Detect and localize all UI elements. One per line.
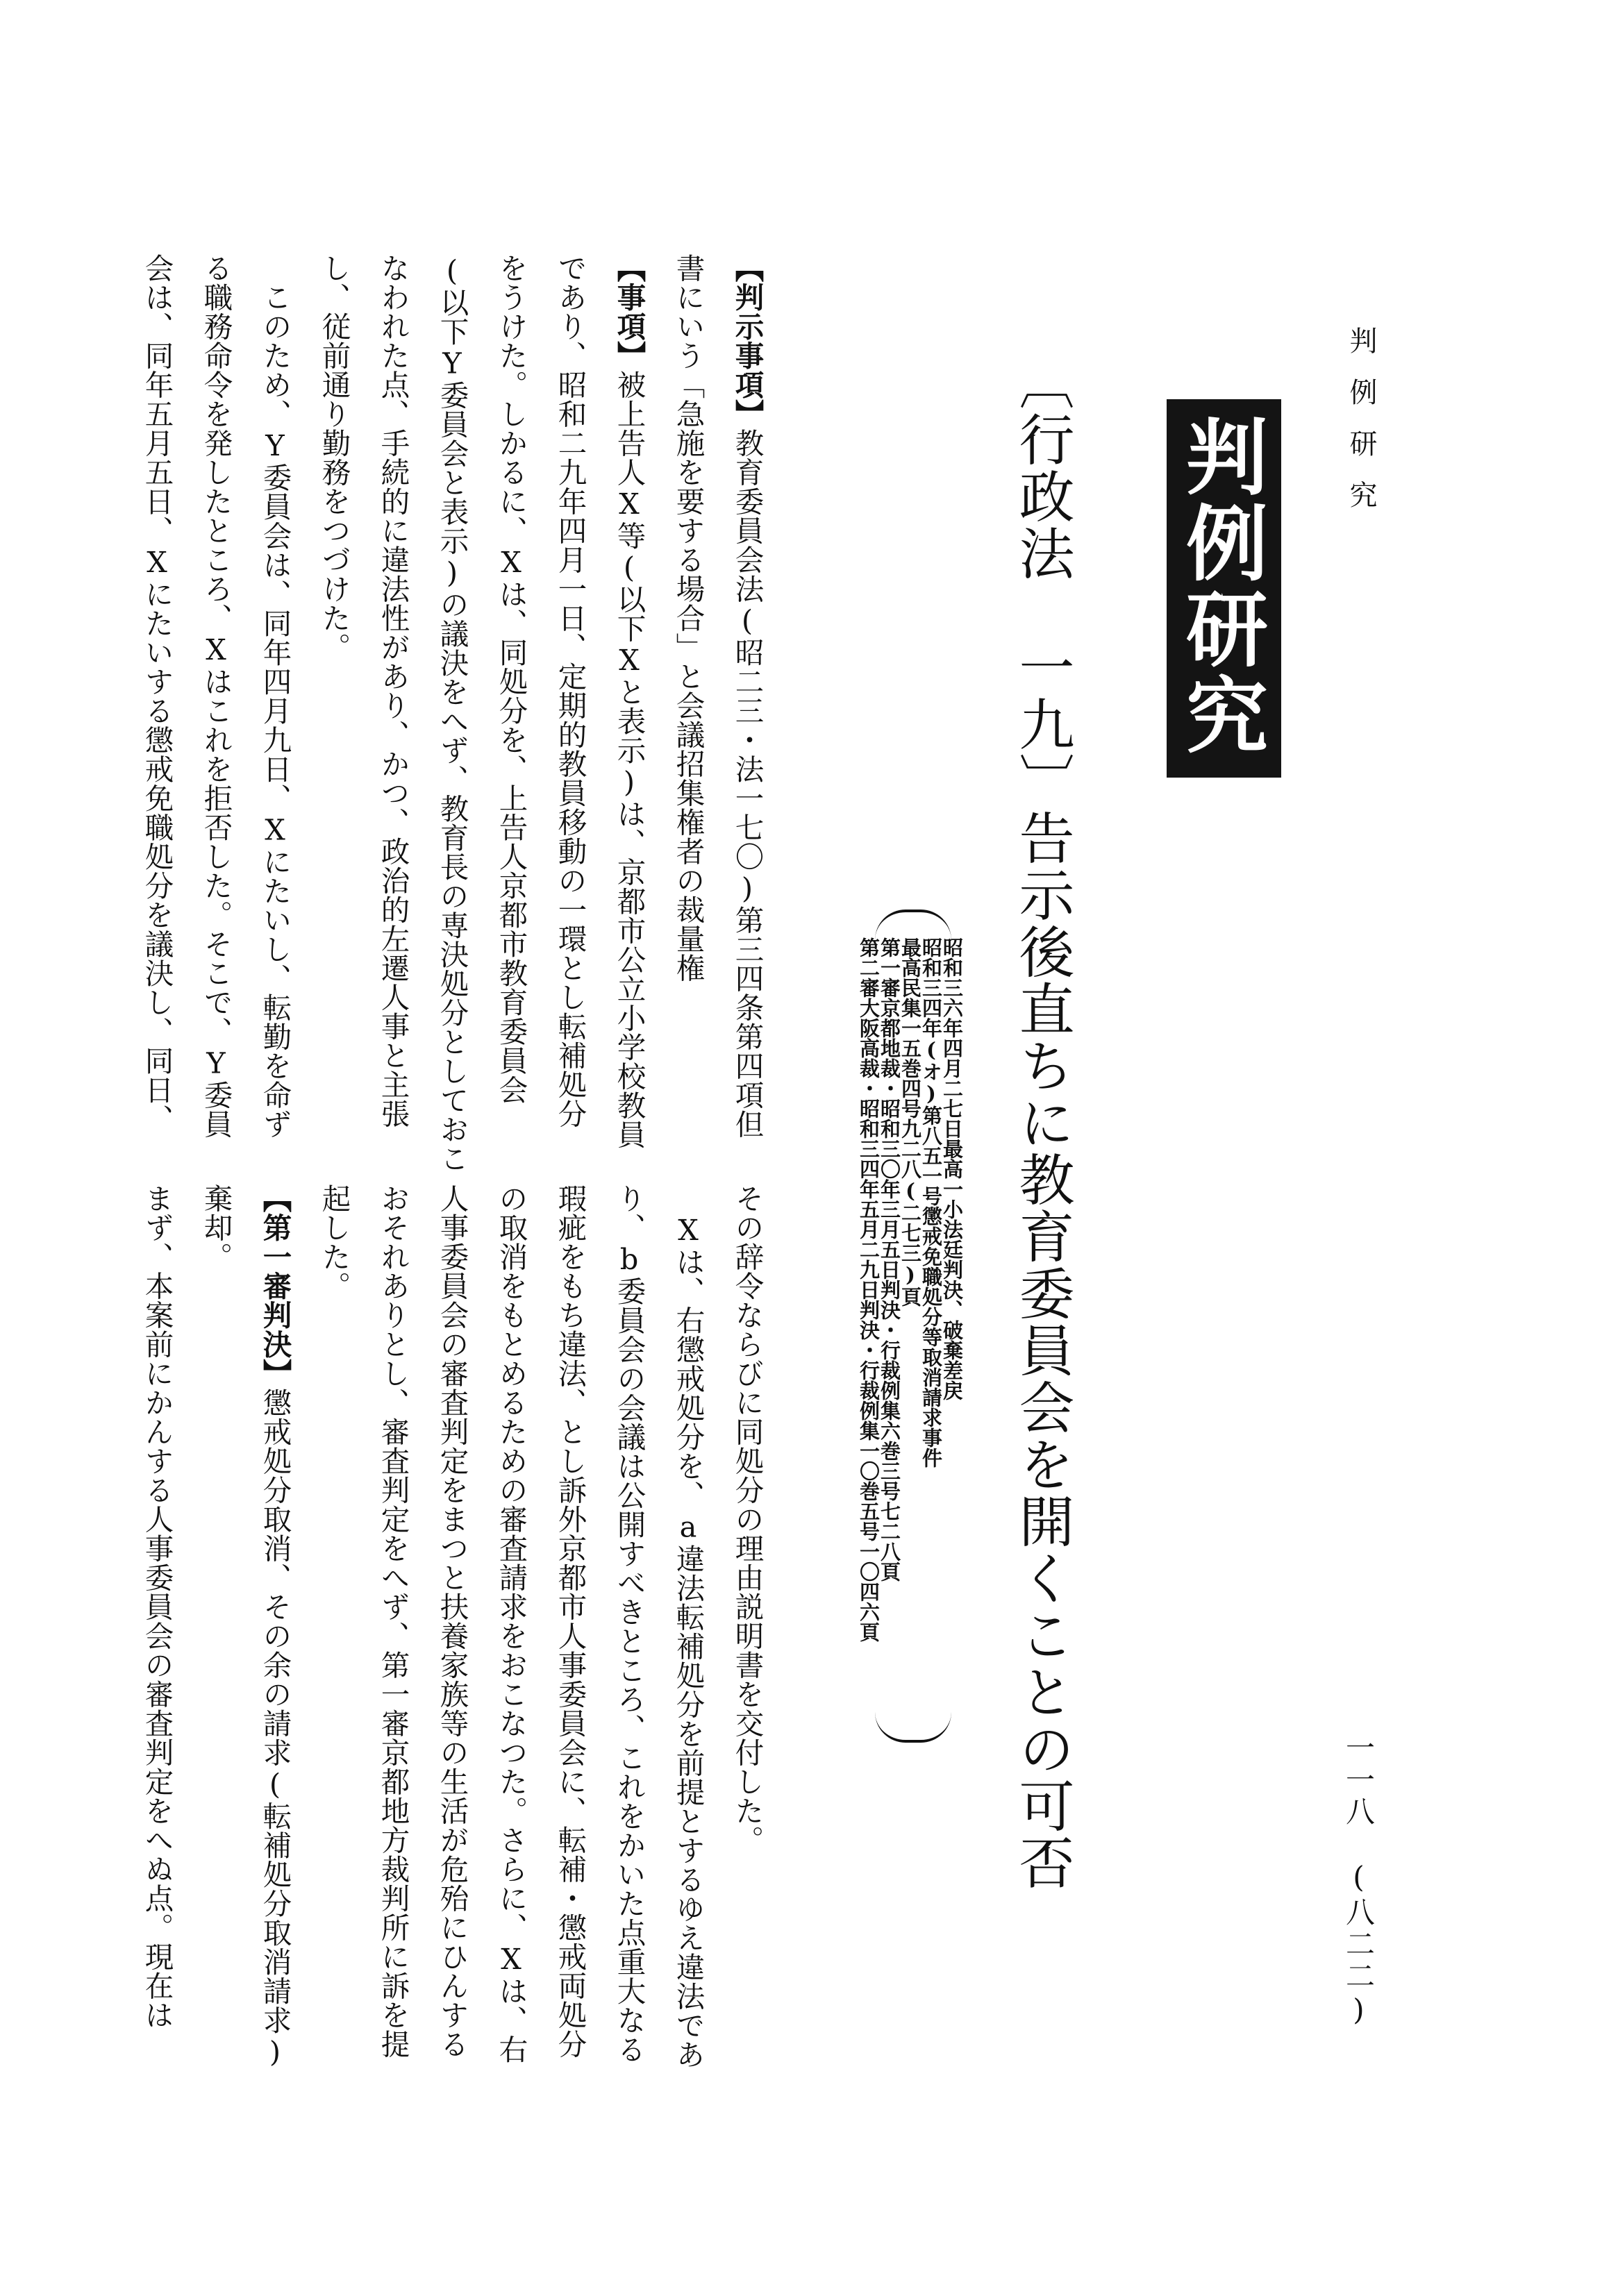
body-column [319, 253, 349, 662]
body-text: り、b委員会の会議は公開すべきところ、これをかいた点重大なる [612, 1184, 647, 2064]
body-text: 瑕疵をもち違法、とし訴外京都市人事委員会に、転補・懲戒両処分 [553, 1184, 587, 2059]
body-column [671, 253, 706, 982]
body-text: Xは、右懲戒処分を、a違法転補処分を前提とするゆえ違法であ [671, 1184, 706, 2069]
citation-line: 昭和三六年四月二七日最高一小法廷判決、破棄差戻 [940, 937, 964, 1400]
running-title: 判例研究 [1345, 326, 1377, 532]
citation-close-paren [875, 1712, 951, 1743]
body-column [612, 1184, 647, 2064]
citation-open-paren [875, 910, 951, 940]
citation-block [857, 910, 965, 1743]
body-column [553, 253, 587, 1128]
body-text: 被上告人X等(以下Xと表示)は、京都市公立小学校教員 [612, 370, 647, 1149]
body-text: の取消をもとめるための審査請求をおこなつた。さらに、Xは、右 [494, 1184, 528, 2064]
body-column [730, 253, 765, 1139]
body-text: このため、Y委員会は、同年四月九日、Xにたいし、転勤を命ず [258, 253, 292, 1139]
title-block-text: 判例研究 [1172, 414, 1269, 759]
section-label: 【事項】 [612, 253, 647, 370]
title-block [1167, 399, 1281, 778]
body-column [494, 1184, 528, 2064]
body-text: 書にいう「急施を要する場合」と会議招集権者の裁量権 [671, 253, 706, 982]
body-text: なわれた点、手続的に違法性があり、かつ、政治的左遷人事と主張 [376, 253, 410, 1128]
body-column [260, 1184, 290, 2069]
body-column [201, 253, 231, 1139]
body-text: る職務命令を発したところ、Xはこれを拒否した。そこで、Y委員 [199, 253, 233, 1139]
body-column [437, 253, 467, 1173]
citation-line: 第二審大阪高裁・昭和三四年五月二九日判決・行裁例集一〇巻五号一〇四六頁 [857, 937, 881, 1642]
body-column [378, 253, 408, 1128]
section-label: 【第一審判決】 [258, 1184, 292, 1388]
page-number: 一一八 (八二二) [1342, 1732, 1376, 2029]
body-column [319, 1184, 349, 1300]
body-text: (以下Y委員会と表示)の議決をへず、教育長の専決処分としておこ [435, 253, 469, 1173]
body-text: し、従前通り勤務をつづけた。 [317, 253, 351, 662]
body-column [553, 1184, 587, 2059]
body-text: をうけた。しかるに、Xは、同処分を、上告人京都市教育委員会 [494, 253, 528, 1105]
body-column [378, 1184, 408, 2059]
body-column [612, 253, 647, 1149]
body-column [142, 253, 172, 1134]
body-text: まず、本案前にかんする人事委員会の審査判定をへぬ点。現在は [140, 1184, 174, 2029]
body-text: その辞令ならびに同処分の理由説明書を交付した。 [730, 1184, 765, 1854]
citation-line: 昭和三四年(オ)第八五一号懲戒免職処分等取消請求事件 [919, 937, 943, 1468]
body-text: 懲戒処分取消、その余の請求(転補処分取消請求) [258, 1388, 292, 2069]
section-label: 【判示事項】 [730, 253, 765, 428]
citation-line: 最高民集一五巻四号九二八(二七三)頁 [899, 937, 922, 1307]
body-text: 起した。 [317, 1184, 351, 1300]
body-text: であり、昭和二九年四月一日、定期的教員移動の一環とし転補処分 [553, 253, 587, 1128]
citation-line: 第一審京都地裁・昭和三〇年三月五日判決・行裁例集六巻三号七二八頁 [878, 937, 901, 1582]
body-text: 人事委員会の審査判定をまつと扶養家族等の生活が危殆にひんする [435, 1184, 469, 2059]
body-text: 教育委員会法(昭二三・法一七〇)第三四条第四項但 [730, 428, 765, 1139]
body-column [494, 253, 528, 1105]
article-heading: 〔行政法 一九〕告示後直ちに教育委員会を開くことの可否 [1010, 354, 1074, 1891]
body-column [260, 253, 290, 1139]
body-column [201, 1184, 231, 1271]
body-column [730, 1184, 765, 1854]
body-column [437, 1184, 467, 2059]
body-column [671, 1184, 706, 2069]
body-column [142, 1184, 172, 2029]
body-text: おそれありとし、審査判定をへず、第一審京都地方裁判所に訴を提 [376, 1184, 410, 2059]
body-text: 棄却。 [199, 1184, 233, 1271]
body-text: 会は、同年五月五日、Xにたいする懲戒免職処分を議決し、同日、 [140, 253, 174, 1134]
